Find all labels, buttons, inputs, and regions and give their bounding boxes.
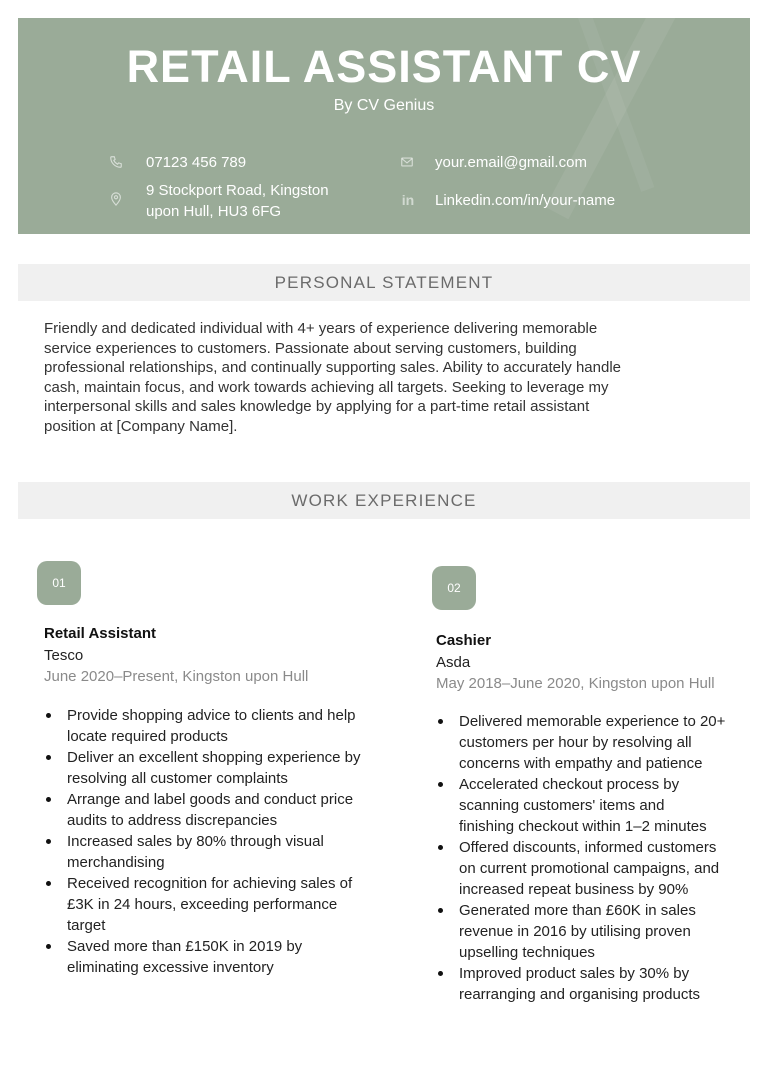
bullet-line: resolving all customer complaints [67,770,288,787]
job-title: Retail Assistant [44,625,156,642]
bullet-line: Offered discounts, informed customers [459,839,717,856]
location-pin-icon [107,190,125,208]
section-heading-personal-statement: PERSONAL STATEMENT [18,264,750,301]
bullet-line: revenue in 2016 by utilising proven [459,923,691,940]
statement-line: cash, maintain focus, and work towards achieving all targets. Seeking to leverage my [44,378,609,396]
bullet-line: Received recognition for achieving sales of [67,875,353,892]
list-item [436,711,756,774]
bullet-line: customers per hour by resolving all [459,734,692,751]
contact-email[interactable]: your.email@gmail.com [435,154,587,171]
statement-line: service experiences to customers. Passionate about serving customers, building [44,339,577,357]
bullet-line: Delivered memorable experience to 20+ [459,713,726,730]
bullet-line: Deliver an excellent shopping experience by [67,749,361,766]
bullet-line: audits to address discrepancies [67,812,278,829]
cv-byline: By CV Genius [333,97,435,114]
list-item [44,936,394,978]
bullet-line: locate required products [67,728,228,745]
phone-icon [107,153,125,171]
bullet-line: Generated more than £60K in sales [459,902,696,919]
email-icon [398,153,416,171]
statement-line: Friendly and dedicated individual with 4+ years of experience delivering memorable [44,320,598,337]
list-item [436,837,756,900]
bullet-line: Increased sales by 80% through visual [67,833,324,850]
list-item [44,747,394,789]
bullet-line: rearranging and organising products [459,986,700,1003]
list-item [44,789,394,831]
list-item [436,900,756,963]
statement-line: position at [Company Name]. [44,417,238,435]
list-item [44,873,394,936]
cv-header [18,18,750,234]
bullet-line: scanning customers' items and [459,797,665,814]
bullet-line: on current promotional campaigns, and [459,860,720,877]
list-item [436,774,756,837]
job-dates: June 2020–Present, Kingston upon Hull [44,668,309,685]
job-number-badge: 01 [37,561,81,605]
personal-statement-text [44,319,704,436]
bullet-line: Improved product sales by 30% by [459,965,690,982]
bullet-line: finishing checkout within 1–2 minutes [459,818,707,835]
contact-address [146,180,329,222]
bullet-line: Saved more than £150K in 2019 by [67,938,303,955]
list-item [44,831,394,873]
list-item [436,963,756,1005]
bullet-line: increased repeat business by 90% [459,881,689,898]
job-company: Tesco [44,647,84,664]
linkedin-icon: in [401,192,415,208]
bullet-line: £3K in 24 hours, exceeding performance [67,896,338,913]
job-bullets [436,711,756,1005]
job-number-badge: 02 [432,566,476,610]
bullet-line: upselling techniques [459,944,595,961]
bullet-line: Provide shopping advice to clients and help [67,707,356,724]
contact-phone: 07123 456 789 [146,154,247,171]
bullet-line: merchandising [67,854,165,871]
job-title: Cashier [436,632,492,649]
cv-title: RETAIL ASSISTANT CV [126,41,642,92]
bullet-line: Accelerated checkout process by [459,776,680,793]
section-heading-work-experience: WORK EXPERIENCE [18,482,750,519]
bullet-line: target [67,917,106,934]
job-company: Asda [436,654,471,671]
address-line: 9 Stockport Road, Kingston [146,182,329,199]
address-line: upon Hull, HU3 6FG [146,203,282,220]
job-bullets [44,705,394,978]
bullet-line: eliminating excessive inventory [67,959,274,976]
list-item [44,705,394,747]
bullet-line: Arrange and label goods and conduct price [67,791,354,808]
job-dates: May 2018–June 2020, Kingston upon Hull [436,675,715,692]
statement-line: interpersonal skills and sales knowledge by applying for a part-time retail assistant [44,398,590,415]
contact-linkedin[interactable]: Linkedin.com/in/your-name [435,192,616,209]
bullet-line: concerns with empathy and patience [459,755,703,772]
statement-line: professional relationships, and continually supporting sales. Ability to accurately handle [44,359,622,376]
